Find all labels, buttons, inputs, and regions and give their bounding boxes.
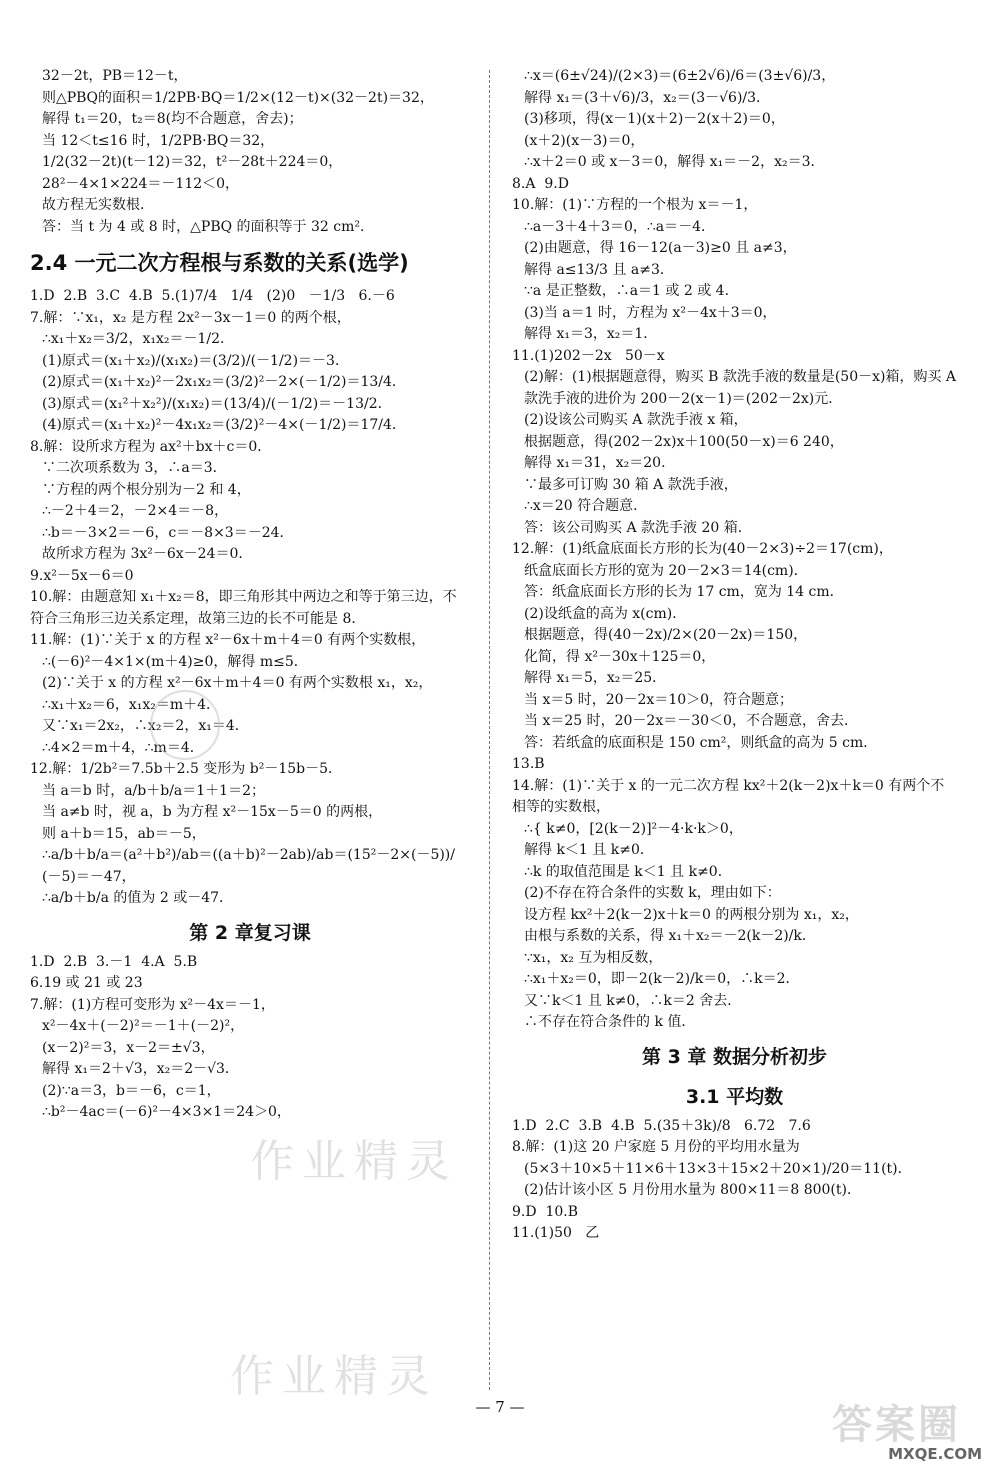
answer-line: 故所求方程为 3x²－6x－24＝0． xyxy=(42,546,253,562)
answer-line: 12.解：(1)纸盒底面长方形的长为(40－2×3)÷2＝17(cm)， xyxy=(512,541,893,557)
answer-line: (2)不存在符合条件的实数 k，理由如下： xyxy=(524,885,781,901)
answer-line: 解得 x₁＝5，x₂＝25． xyxy=(524,670,667,686)
logo-title: 答案圈 xyxy=(832,1402,961,1448)
answer-line: 解得 a≤13/3 且 a≠3． xyxy=(524,261,674,278)
section-2-4-answers xyxy=(30,286,470,910)
answer-line: ∴{ k≠0，[2(k－2)]²－4·k·k＞0， xyxy=(524,820,743,837)
answer-line: 32－2t，PB＝12－t， xyxy=(42,68,188,84)
answer-line: 故方程无实数根． xyxy=(42,197,154,213)
answer-line: (4)原式＝(x₁＋x₂)²－4x₁x₂＝(3/2)²－4×(－1/2)＝17/4． xyxy=(42,417,406,433)
answer-line: 答：当 t 为 4 或 8 时，△PBQ 的面积等于 32 cm²． xyxy=(42,218,374,235)
answer-line: 10.解：由题意知 x₁＋x₂＝8，即三角形其中两边之和等于第三边，不符合三角形三边关系定理，故第三边的长不可能是 8． xyxy=(30,589,457,627)
answer-line: 12.解：1/2b²＝7.5b＋2.5 变形为 b²－15b－5． xyxy=(30,761,343,777)
answer-line: ∴b²－4ac＝(－6)²－4×3×1＝24＞0， xyxy=(42,1104,291,1120)
answer-line: 答：纸盒底面长方形的长为 17 cm，宽为 14 cm． xyxy=(524,584,844,600)
column-divider xyxy=(489,70,490,1390)
answer-line: 6.19 或 21 或 23 xyxy=(30,975,143,991)
answer-line: 13.B xyxy=(512,756,545,772)
answer-line: (1)原式＝(x₁＋x₂)/(x₁x₂)＝(3/2)/(－1/2)＝－3． xyxy=(42,352,349,369)
answer-line: (x－2)²＝3，x－2＝±√3， xyxy=(42,1039,215,1056)
answer-line: ∴x₁＋x₂＝3/2，x₁x₂＝－1/2． xyxy=(42,331,235,347)
watermark-stamp xyxy=(150,690,220,760)
answer-line: ∴a－3＋4＋3＝0，∴a＝－4． xyxy=(524,218,716,235)
answer-line: ∴－2＋4＝2，－2×4＝－8， xyxy=(42,503,229,519)
answer-line: 设方程 kx²＋2(k－2)x＋k＝0 的两根分别为 x₁，x₂， xyxy=(524,906,859,923)
answer-line: (2)设该公司购买 A 款洗手液 x 箱， xyxy=(524,412,748,428)
answer-line: ∴x₁＋x₂＝0，即－2(k－2)/k＝0，∴k＝2． xyxy=(524,971,800,987)
answer-line: 根据题意，得(202－2x)x＋100(50－x)＝6 240， xyxy=(524,433,844,450)
answer-line: 根据题意，得(40－2x)/2×(20－2x)＝150， xyxy=(524,627,808,643)
section-title-2-4: 2.4 一元二次方程根与系数的关系(选学) xyxy=(30,251,409,275)
answer-line: 11.解：(1)∵关于 x 的方程 x²－6x＋m＋4＝0 有两个实数根， xyxy=(30,632,426,648)
answer-line: (2)解：(1)根据题意得，购买 B 款洗手液的数量是(50－x)箱，购买 A 款洗手液的进价为 200－2(x－1)＝(202－2x)元． xyxy=(524,369,961,407)
logo-url: MXQE.COM xyxy=(888,1445,982,1463)
right-column xyxy=(512,66,961,1245)
answer-line: ∴k 的取值范围是 k＜1 且 k≠0． xyxy=(524,863,732,880)
answer-line: ∵a 是正整数，∴a＝1 或 2 或 4． xyxy=(524,283,739,299)
answer-line: 8.解：设所求方程为 ax²＋bx＋c＝0． xyxy=(30,438,272,455)
watermark-text: 作业精灵 xyxy=(250,1136,458,1187)
answer-line: 7.解：∵x₁，x₂ 是方程 2x²－3x－1＝0 的两个根， xyxy=(30,309,351,326)
answer-line: 9.x²－5x－6＝0 xyxy=(30,567,134,584)
answer-line: 28²－4×1×224＝－112＜0， xyxy=(42,175,240,192)
answer-line: 则 a＋b＝15，ab＝－5， xyxy=(42,825,206,842)
answer-line: x²－4x＋(－2)²＝－1＋(－2)²， xyxy=(42,1018,245,1034)
answer-line: 11.(1)202－2x 50－x xyxy=(512,347,665,364)
answer-line: 14.解：(1)∵关于 x 的一元二次方程 kx²＋2(k－2)x＋k＝0 有两个不相等的实数根， xyxy=(512,777,945,815)
chapter-3-title: 第 3 章 数据分析初步 xyxy=(641,1045,828,1068)
answer-line: 解得 t₁＝20，t₂＝8(均不合题意，舍去)； xyxy=(42,111,303,127)
answer-line: 解得 x₁＝(3＋√6)/3，x₂＝(3－√6)/3． xyxy=(524,89,771,106)
answer-line: 答：若纸盒的底面积是 150 cm²，则纸盒的高为 5 cm． xyxy=(524,734,878,751)
answer-line: ∵最多可订购 30 箱 A 款洗手液， xyxy=(524,476,738,493)
answer-line: 答：该公司购买 A 款洗手液 20 箱． xyxy=(524,519,752,536)
answer-line: (2)估计该小区 5 月份用水量为 800×11＝8 800(t)． xyxy=(524,1182,861,1198)
answer-line: 当 a≠b 时，视 a，b 为方程 x²－15x－5＝0 的两根， xyxy=(42,804,383,820)
section-3-1-title: 3.1 平均数 xyxy=(685,1085,784,1108)
answer-line: (2)原式＝(x₁＋x₂)²－2x₁x₂＝(3/2)²－2×(－1/2)＝13/4． xyxy=(42,374,406,390)
left-column xyxy=(30,66,470,1124)
answer-line: 7.解：(1)方程可变形为 x²－4x＝－1， xyxy=(30,996,275,1013)
answer-line: 解得 x₁＝2＋√3，x₂＝2－√3． xyxy=(42,1061,239,1077)
answer-line: (2)∵a＝3，b＝－6，c＝1， xyxy=(42,1082,221,1099)
answer-line: 1/2(32－2t)(t－12)＝32，t²－28t＋224＝0， xyxy=(42,154,343,170)
answer-line: (2)设纸盒的高为 x(cm)． xyxy=(524,605,687,622)
site-logo xyxy=(832,1393,982,1463)
answer-line: ∴(－6)²－4×1×(m＋4)≥0，解得 m≤5． xyxy=(42,653,308,670)
answer-line: 当 a＝b 时，a/b＋b/a＝1＋1＝2； xyxy=(42,782,265,799)
answer-line: ∴x＝20 符合题意． xyxy=(524,498,648,514)
answer-line: ∴x＋2＝0 或 x－3＝0，解得 x₁＝－2，x₂＝3． xyxy=(524,154,825,170)
answer-line: 则△PBQ的面积＝1/2PB·BQ＝1/2×(12－t)×(32－2t)＝32， xyxy=(42,89,434,106)
answer-line: 纸盒底面长方形的宽为 20－2×3＝14(cm)． xyxy=(524,562,808,579)
answer-line: 由根与系数的关系，得 x₁＋x₂＝－2(k－2)/k． xyxy=(524,928,816,944)
answer-line: (3)当 a＝1 时，方程为 x²－4x＋3＝0， xyxy=(524,304,777,321)
answer-line: 解得 x₁＝3，x₂＝1． xyxy=(524,326,658,342)
answer-line: 化简，得 x²－30x＋125＝0， xyxy=(524,648,716,665)
answer-line: 8.解：(1)这 20 户家庭 5 月份的平均用水量为 xyxy=(512,1139,800,1155)
answer-line: 10.解：(1)∵方程的一个根为 x＝－1， xyxy=(512,197,758,213)
answer-line: (2)∵关于 x 的方程 x²－6x＋m＋4＝0 有两个实数根 x₁，x₂， xyxy=(42,675,433,691)
answer-line: ∴x₁＋x₂＝6，x₁x₂＝m＋4． xyxy=(42,696,221,713)
answer-line: 又∵x₁＝2x₂，∴x₂＝2，x₁＝4． xyxy=(42,718,249,734)
answer-line: (3)移项，得(x－1)(x＋2)－2(x＋2)＝0， xyxy=(524,111,785,127)
answer-line: ∵二次项系数为 3，∴a＝3． xyxy=(42,460,227,476)
right-solutions xyxy=(512,66,961,1034)
answer-line: 当 12＜t≤16 时，1/2PB·BQ＝32， xyxy=(42,132,275,149)
answer-line: 当 x＝5 时，20－2x＝10＞0，符合题意； xyxy=(524,691,794,708)
answer-line: (x＋2)(x－3)＝0， xyxy=(524,132,645,149)
answer-line: (5×3＋10×5＋11×6＋13×3＋15×2＋20×1)/20＝11(t)． xyxy=(524,1160,912,1177)
answer-line: 8.A 9.D xyxy=(512,175,569,192)
answer-line: 1.D 2.C 3.B 4.B 5.(35＋3k)/8 6.72 7.6 xyxy=(512,1117,811,1134)
answer-line: ∴不存在符合条件的 k 值． xyxy=(524,1014,696,1030)
chapter-2-review-answers xyxy=(30,952,470,1124)
answer-line: 又∵k＜1 且 k≠0，∴k＝2 舍去． xyxy=(524,992,742,1009)
answer-line: (2)由题意，得 16－12(a－3)≥0 且 a≠3， xyxy=(524,240,797,256)
answer-line: 当 x＝25 时，20－2x＝－30＜0，不合题意，舍去． xyxy=(524,713,858,729)
section-3-1-answers xyxy=(512,1116,957,1245)
page-number: — 7 — xyxy=(475,1398,525,1416)
left-top-solutions xyxy=(30,66,470,238)
answer-line: ∵方程的两个根分别为－2 和 4， xyxy=(42,481,251,498)
answer-line: ∴x＝(6±√24)/(2×3)＝(6±2√6)/6＝(3±√6)/3， xyxy=(524,68,836,84)
answer-line: ∴a/b＋b/a 的值为 2 或－47． xyxy=(42,890,234,906)
answer-line: 11.(1)50 乙 xyxy=(512,1225,600,1241)
answer-line: 9.D 10.B xyxy=(512,1203,579,1220)
answer-line: 解得 k＜1 且 k≠0． xyxy=(524,842,654,858)
answer-line: (3)原式＝(x₁²＋x₂²)/(x₁x₂)＝(13/4)/(－1/2)＝－13/2． xyxy=(42,395,392,412)
answer-line: ∵x₁，x₂ 互为相反数， xyxy=(524,949,663,966)
answer-line: 解得 x₁＝31，x₂＝20． xyxy=(524,455,676,471)
answer-line: ∴b＝－3×2＝－6，c＝－8×3＝－24． xyxy=(42,524,294,541)
watermark-text-bottom: 作业精灵 xyxy=(230,1351,438,1402)
answer-line: 1.D 2.B 3.C 4.B 5.(1)7/4 1/4 (2)0 －1/3 6.－6 xyxy=(30,288,395,304)
answer-line: 1.D 2.B 3.－1 4.A 5.B xyxy=(30,953,198,970)
chapter-2-review-title: 第 2 章复习课 xyxy=(189,921,311,944)
answer-line: ∴4×2＝m＋4，∴m＝4． xyxy=(42,739,204,756)
answer-line: ∴a/b＋b/a＝(a²＋b²)/ab＝((a＋b)²－2ab)/ab＝(15²－2×(－5))/(－5)＝－47， xyxy=(42,847,455,885)
